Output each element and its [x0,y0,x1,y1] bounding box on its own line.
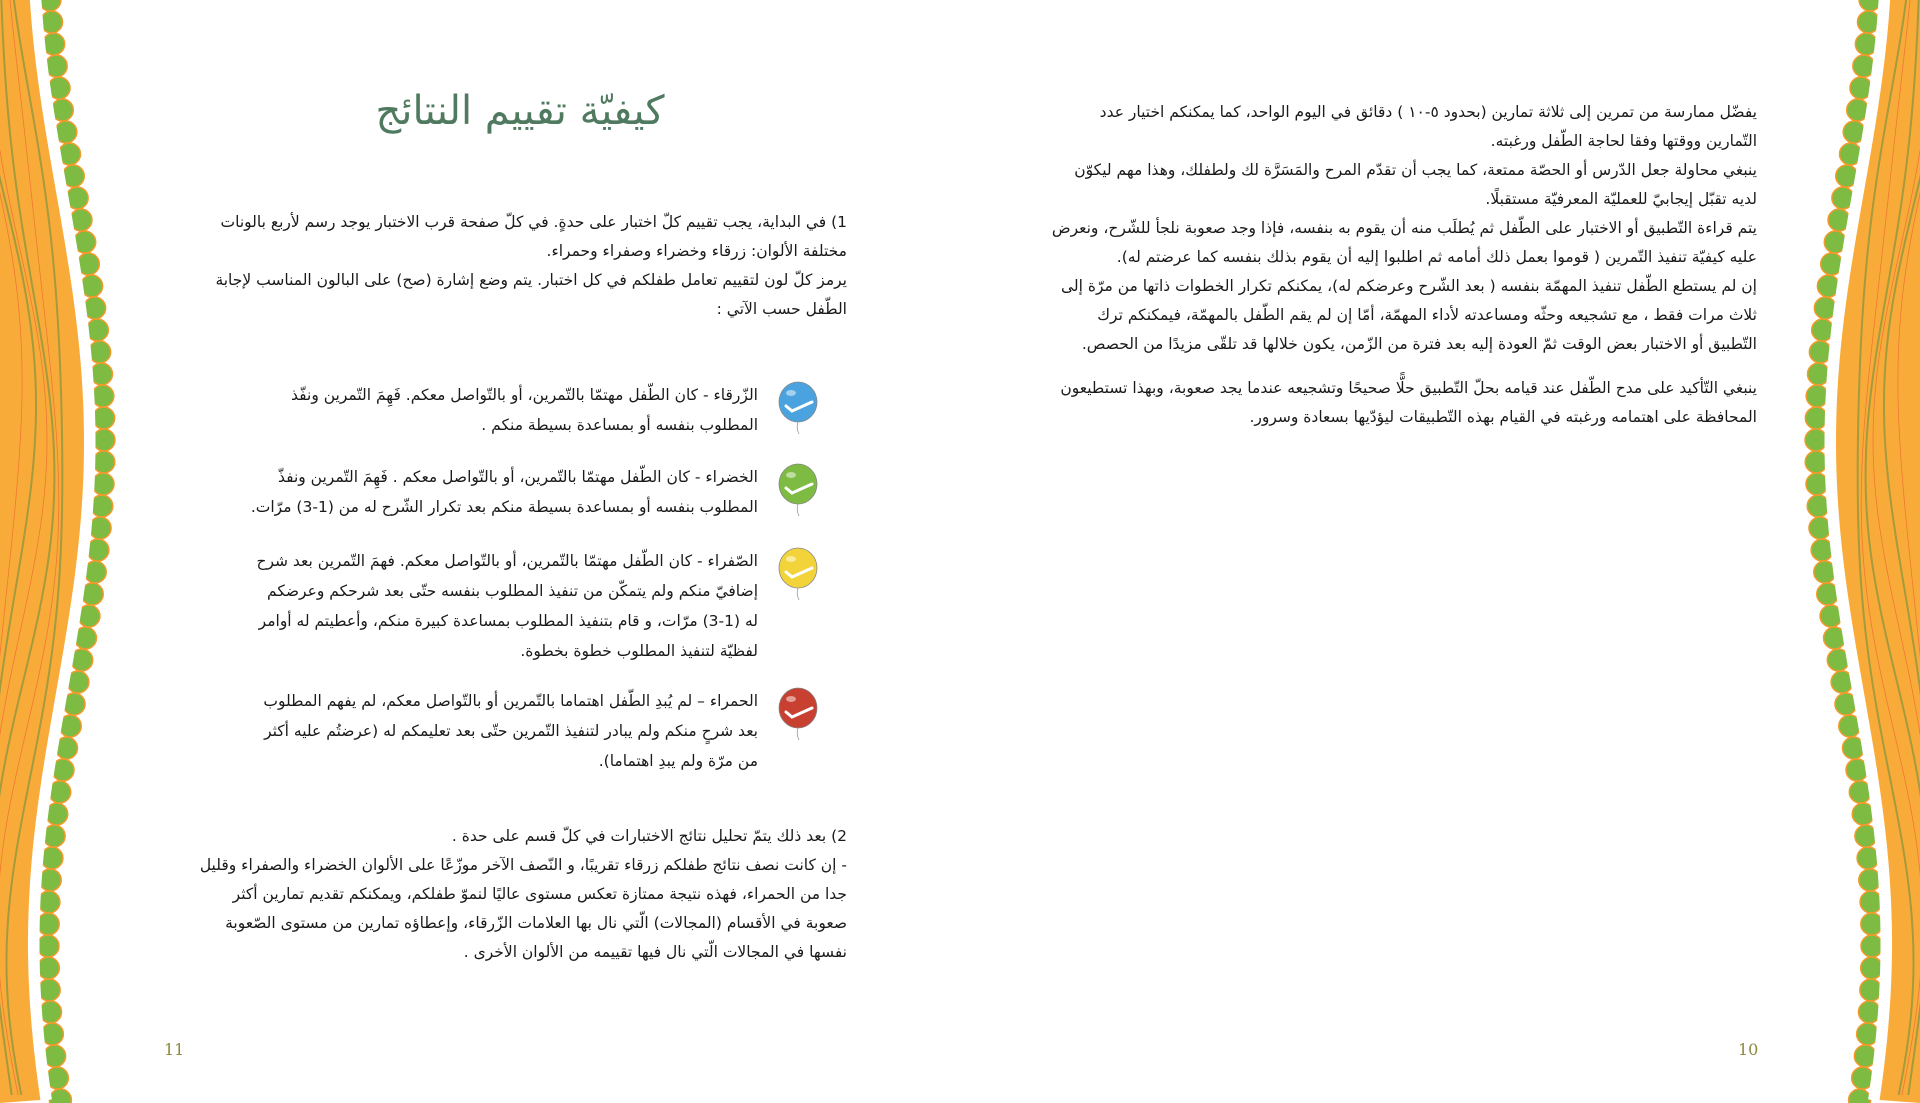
balloon-description: الصّفراء - كان الطّفل مهتمّا بالتّمرين، أو بالتّواصل معكم. فهمَ التّمرين بعد شرح إضافيّ منكم ولم يتمكّن من تنفيذ المطلوب بنفسه حتّى بعد شرحكم وعرضكم له (1-3) مرّات، و قام بتنفيذ المطلوب بمساعدة كبيرة منكم، وأعطيتم له أوامر لفظيّة لتنفيذ المطلوب خطوة بخطوة. [256,552,758,660]
page-title: كيفيّة تقييم النتائج [375,88,665,134]
balloon-description: الزّرقاء - كان الطّفل مهتمّا بالتّمرين، أو بالتّواصل معكم. فَهِمَ التّمرين ونفّذ المطلوب بنفسه أو بمساعدة بسيطة منكم . [291,386,758,434]
page-number-right: 10 [1738,1040,1759,1059]
balloon-description: الخضراء - كان الطّفل مهتمّا بالتّمرين، أو بالتّواصل معكم . فَهِمَ التّمرين ونفذّ المطلوب بنفسه أو بمساعدة بسيطة منكم بعد تكرار الشّرح له من (1-3) مرّات. [250,468,758,516]
guideline-paragraph: يفضّل ممارسة من تمرين إلى ثلاثة تمارين (بحدود ٥-١٠ ) دقائق في اليوم الواحد، كما يمكنكم اختيار عدد التّمارين ووقتها وفقا لحاجة الطّفل ورغبته. [1099,103,1757,150]
guideline-paragraph: يتم قراءة التّطبيق أو الاختبار على الطّفل ثم يُطلَب منه أن يقوم به بنفسه، فإذا وجد صعوبة نلجأ للشّرح، ونعرض عليه كيفيّة تنفيذ التّمرين ( قوموا بعمل ذلك أمامه ثم اطلبوا إليه أن يقوم بذلك بنفسه كما عرضتم له). [1051,219,1757,266]
red-balloon-check-icon [776,686,820,742]
page-number-left: 11 [164,1040,185,1059]
analysis-section [190,822,847,967]
left-decorative-border [0,0,140,1103]
balloon-description: الحمراء – لم يُبدِ الطّفل اهتماما بالتّمرين أو بالتّواصل معكم، لم يفهم المطلوب بعد شرحٍ منكم ولم يبادر لتنفيذ التّمرين حتّى بعد تعليمكم له (عرضتُم عليه أكثر من مرّة ولم يبدِ اهتماما). [263,692,758,770]
intro-text [190,208,847,324]
blue-balloon-check-icon [776,380,820,436]
balloon-item-red [250,686,820,776]
green-balloon-check-icon [776,462,820,518]
analysis-heading: 2) بعد ذلك يتمّ تحليل نتائج الاختبارات في كلّ قسم على حدة . [451,827,847,845]
intro-paragraph: 1) في البداية، يجب تقييم كلّ اختبار على حدةٍ. في كلّ صفحة قرب الاختبار يوجد رسم لأربع بالونات مختلفة الألوان: زرقاء وخضراء وصفراء وحمراء. [220,213,847,260]
intro-paragraph: يرمز كلّ لون لتقييم تعامل طفلكم في كل اختبار. يتم وضع إشارة (صح) على البالون المناسب لإجابة الطّفل حسب الآتي : [215,271,847,318]
praise-paragraph: ينبغي التّأكيد على مدح الطّفل عند قيامه بحلّ التّطبيق حلًّا صحيحًا وتشجيعه عندما يجد صعوبة، وبهذا تستطيعون المحافظة على اهتمامه ورغبته في القيام بهذه التّطبيقات ليؤدّيها بسعادة وسرور. [1060,379,1757,426]
right-decorative-border [1780,0,1920,1103]
yellow-balloon-check-icon [776,546,820,602]
balloon-item-yellow [250,546,820,666]
guideline-paragraph: إن لم يستطع الطّفل تنفيذ المهمّة بنفسه ( بعد الشّرح وعرضكم له)، يمكنكم تكرار الخطوات ذاتها من مرّة إلى ثلاث مرات فقط ، مع تشجيعه وحثّه ومساعدته لأداء المهمّة، أمّا إن لم يقم الطّفل بالمهمّة، فيمكنكم ترك التّطبيق أو الاختبار بعض الوقت ثمّ العودة إليه بعد فترة من الزّمن، يكون خلالها قد تلقّى مزيدًا من الحصص. [1060,277,1757,353]
balloon-item-blue [250,380,820,440]
analysis-paragraph: - إن كانت نصف نتائج طفلكم زرقاء تقريبًا، و النّصف الآخر موزّعًا على الألوان الخضراء والصفراء وقليل جدا من الحمراء، فهذه نتيجة ممتازة تعكس مستوى عاليًا لنموّ طفلكم، ويمكنكم تقديم تمارين أكثر صعوبة في الأقسام (المجالات) الّتي نال بها العلامات الزّرقاء، وإعطاؤه تمارين من مستوى الصّعوبة نفسها في المجالات الّتي نال فيها تقييمه من الألوان الأخرى . [199,856,847,961]
guidelines-text [1050,98,1757,359]
balloon-item-green [250,462,820,522]
guideline-paragraph: ينبغي محاولة جعل الدّرس أو الحصّة ممتعة، كما يجب أن تقدّم المرح والمَسَرَّة لك ولطفلك، وهذا مهم ليكوّن لديه تقبّل إيجابيّ للعمليّة المعرفيّة مستقبلًا. [1074,161,1757,208]
